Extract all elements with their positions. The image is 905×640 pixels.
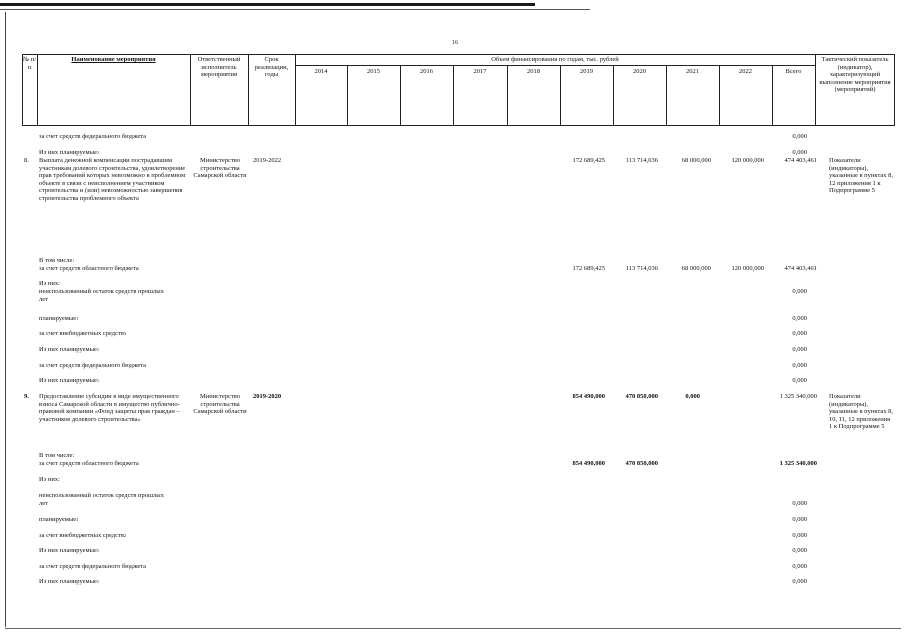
row-label: за счет внебюджетных средств$^3$	[39, 330, 127, 337]
col-divider	[37, 54, 38, 126]
row-label: Из них планируемые$^1$	[39, 149, 100, 156]
executor: Министерство строительства Самарской области	[193, 393, 247, 416]
value-2020: 470 850,000	[625, 460, 658, 467]
header-year-total: Всего	[785, 68, 802, 75]
row-label: Из них планируемые$^1$	[39, 547, 100, 554]
value-2020: 470 850,000	[625, 393, 658, 400]
row-label: планируемые$^1$	[39, 315, 79, 322]
header-year: 2019	[580, 68, 593, 75]
page-number: 16	[452, 40, 458, 46]
row-total: 0,000	[792, 516, 807, 523]
row-total: 0,000	[792, 532, 807, 539]
header-finance: Объем финансирования по годам, тыс. рублей	[491, 56, 619, 63]
row-label: В том числе:	[39, 452, 75, 459]
value-2022: 120 000,000	[731, 157, 764, 164]
header-year: 2016	[420, 68, 433, 75]
value-2019: 172 689,425	[572, 265, 605, 272]
row-label: за счет средств областного бюджета	[39, 460, 139, 467]
value-2021: 68 000,000	[681, 157, 711, 164]
activity-name: Предоставление субсидии в виде имущественного взноса Самарской области в имущество публично-правовой компании «Фонд защиты прав граждан – участников долевого строительства»	[39, 393, 180, 423]
row-label: Из них планируемые$^1$	[39, 578, 100, 585]
header-year: 2017	[473, 68, 487, 75]
row-total: 0,000	[792, 346, 807, 353]
value-2020: 113 714,036	[625, 265, 658, 272]
row-number: 9.	[24, 393, 29, 400]
scan-edge-line	[0, 9, 590, 10]
header-executor: Ответственный исполнитель мероприятия	[197, 56, 241, 79]
executor: Министерство строительства Самарской области	[193, 157, 247, 180]
value-2021: 0,000	[685, 393, 700, 400]
row-label: В том числе:	[39, 257, 75, 264]
row-label: Из них планируемые$^1$	[39, 346, 100, 353]
row-total: 0,000	[792, 362, 807, 369]
value-2020: 113 714,036	[625, 157, 658, 164]
row-total: 0,000	[792, 500, 807, 507]
col-divider	[295, 54, 296, 126]
value-total: 1 325 340,000	[779, 393, 817, 400]
row-label: за счет средств федерального бюджета	[39, 133, 147, 140]
value-total: 1 325 340,000	[779, 460, 817, 467]
row-total: 0,000	[792, 149, 807, 156]
row-label: неиспользованный остаток средств прошлых лет	[39, 288, 164, 303]
value-total: 474 403,461	[784, 157, 817, 164]
row-total: 0,000	[792, 288, 807, 295]
term: 2019-2020	[253, 393, 282, 400]
col-divider	[894, 54, 895, 126]
row-label: Из них:	[39, 280, 60, 287]
row-label: за счет средств федерального бюджета	[39, 563, 147, 570]
header-year: 2020	[633, 68, 646, 75]
header-indicator: Тактический показатель (индикатор), характеризующий выполнение мероприятия (мероприятий)	[819, 56, 891, 94]
header-year: 2022	[739, 68, 752, 75]
header-term: Срок реализации, годы	[254, 56, 289, 79]
header-year: 2018	[527, 68, 540, 75]
header-year: 2015	[367, 68, 380, 75]
term: 2019-2022	[253, 157, 282, 164]
header-num: № п/п	[22, 56, 37, 71]
row-total: 0,000	[792, 578, 807, 585]
row-label: планируемые$^1$	[39, 516, 79, 523]
row-total: 0,000	[792, 547, 807, 554]
value-total: 474 403,461	[784, 265, 817, 272]
header-finance-line	[295, 65, 815, 66]
header-bottom-line	[22, 125, 894, 126]
value-2019: 172 689,425	[572, 157, 605, 164]
row-number: 8.	[24, 157, 29, 164]
page-left-border	[5, 12, 6, 627]
value-2019: 854 490,000	[572, 393, 605, 400]
row-total: 0,000	[792, 315, 807, 322]
row-label: неиспользованный остаток средств прошлых лет	[39, 492, 164, 507]
activity-name: Выплата денежной компенсации пострадавшим участникам долевого строительства, удовлетворение прав требований которых невозможно в проблемном объекте в связи с неисполнением участником строительства и (или) невозможностью завершения строительства проблемного объекта	[39, 157, 186, 202]
row-total: 0,000	[792, 377, 807, 384]
indicator: Показатели (индикаторы), указанные в пунктах 8, 10, 11, 12 приложения 1 к Подпрограмме 5	[829, 393, 894, 431]
indicator: Показатели (индикаторы), указанные в пунктах 8, 12 приложения 1 к Подпрограмме 5	[829, 157, 894, 195]
row-label: за счет средств областного бюджета	[39, 265, 139, 272]
row-total: 0,000	[792, 133, 807, 140]
row-total: 0,000	[792, 330, 807, 337]
page-bottom-border	[5, 628, 901, 629]
value-2022: 120 000,000	[731, 265, 764, 272]
header-name: Наименование мероприятия	[71, 56, 156, 63]
header-year: 2014	[314, 68, 328, 75]
row-label: Из них планируемые$^1$	[39, 377, 100, 384]
row-label: за счет внебюджетных средств$^2$	[39, 532, 127, 539]
value-2019: 854 490,000	[572, 460, 605, 467]
header-year: 2021	[686, 68, 699, 75]
col-divider	[815, 54, 816, 126]
value-2021: 68 000,000	[681, 265, 711, 272]
row-label: за счет средств федерального бюджета	[39, 362, 147, 369]
header-top-line	[22, 54, 894, 55]
row-total: 0,000	[792, 563, 807, 570]
scan-edge	[0, 3, 535, 6]
row-label: Из них:	[39, 476, 60, 483]
